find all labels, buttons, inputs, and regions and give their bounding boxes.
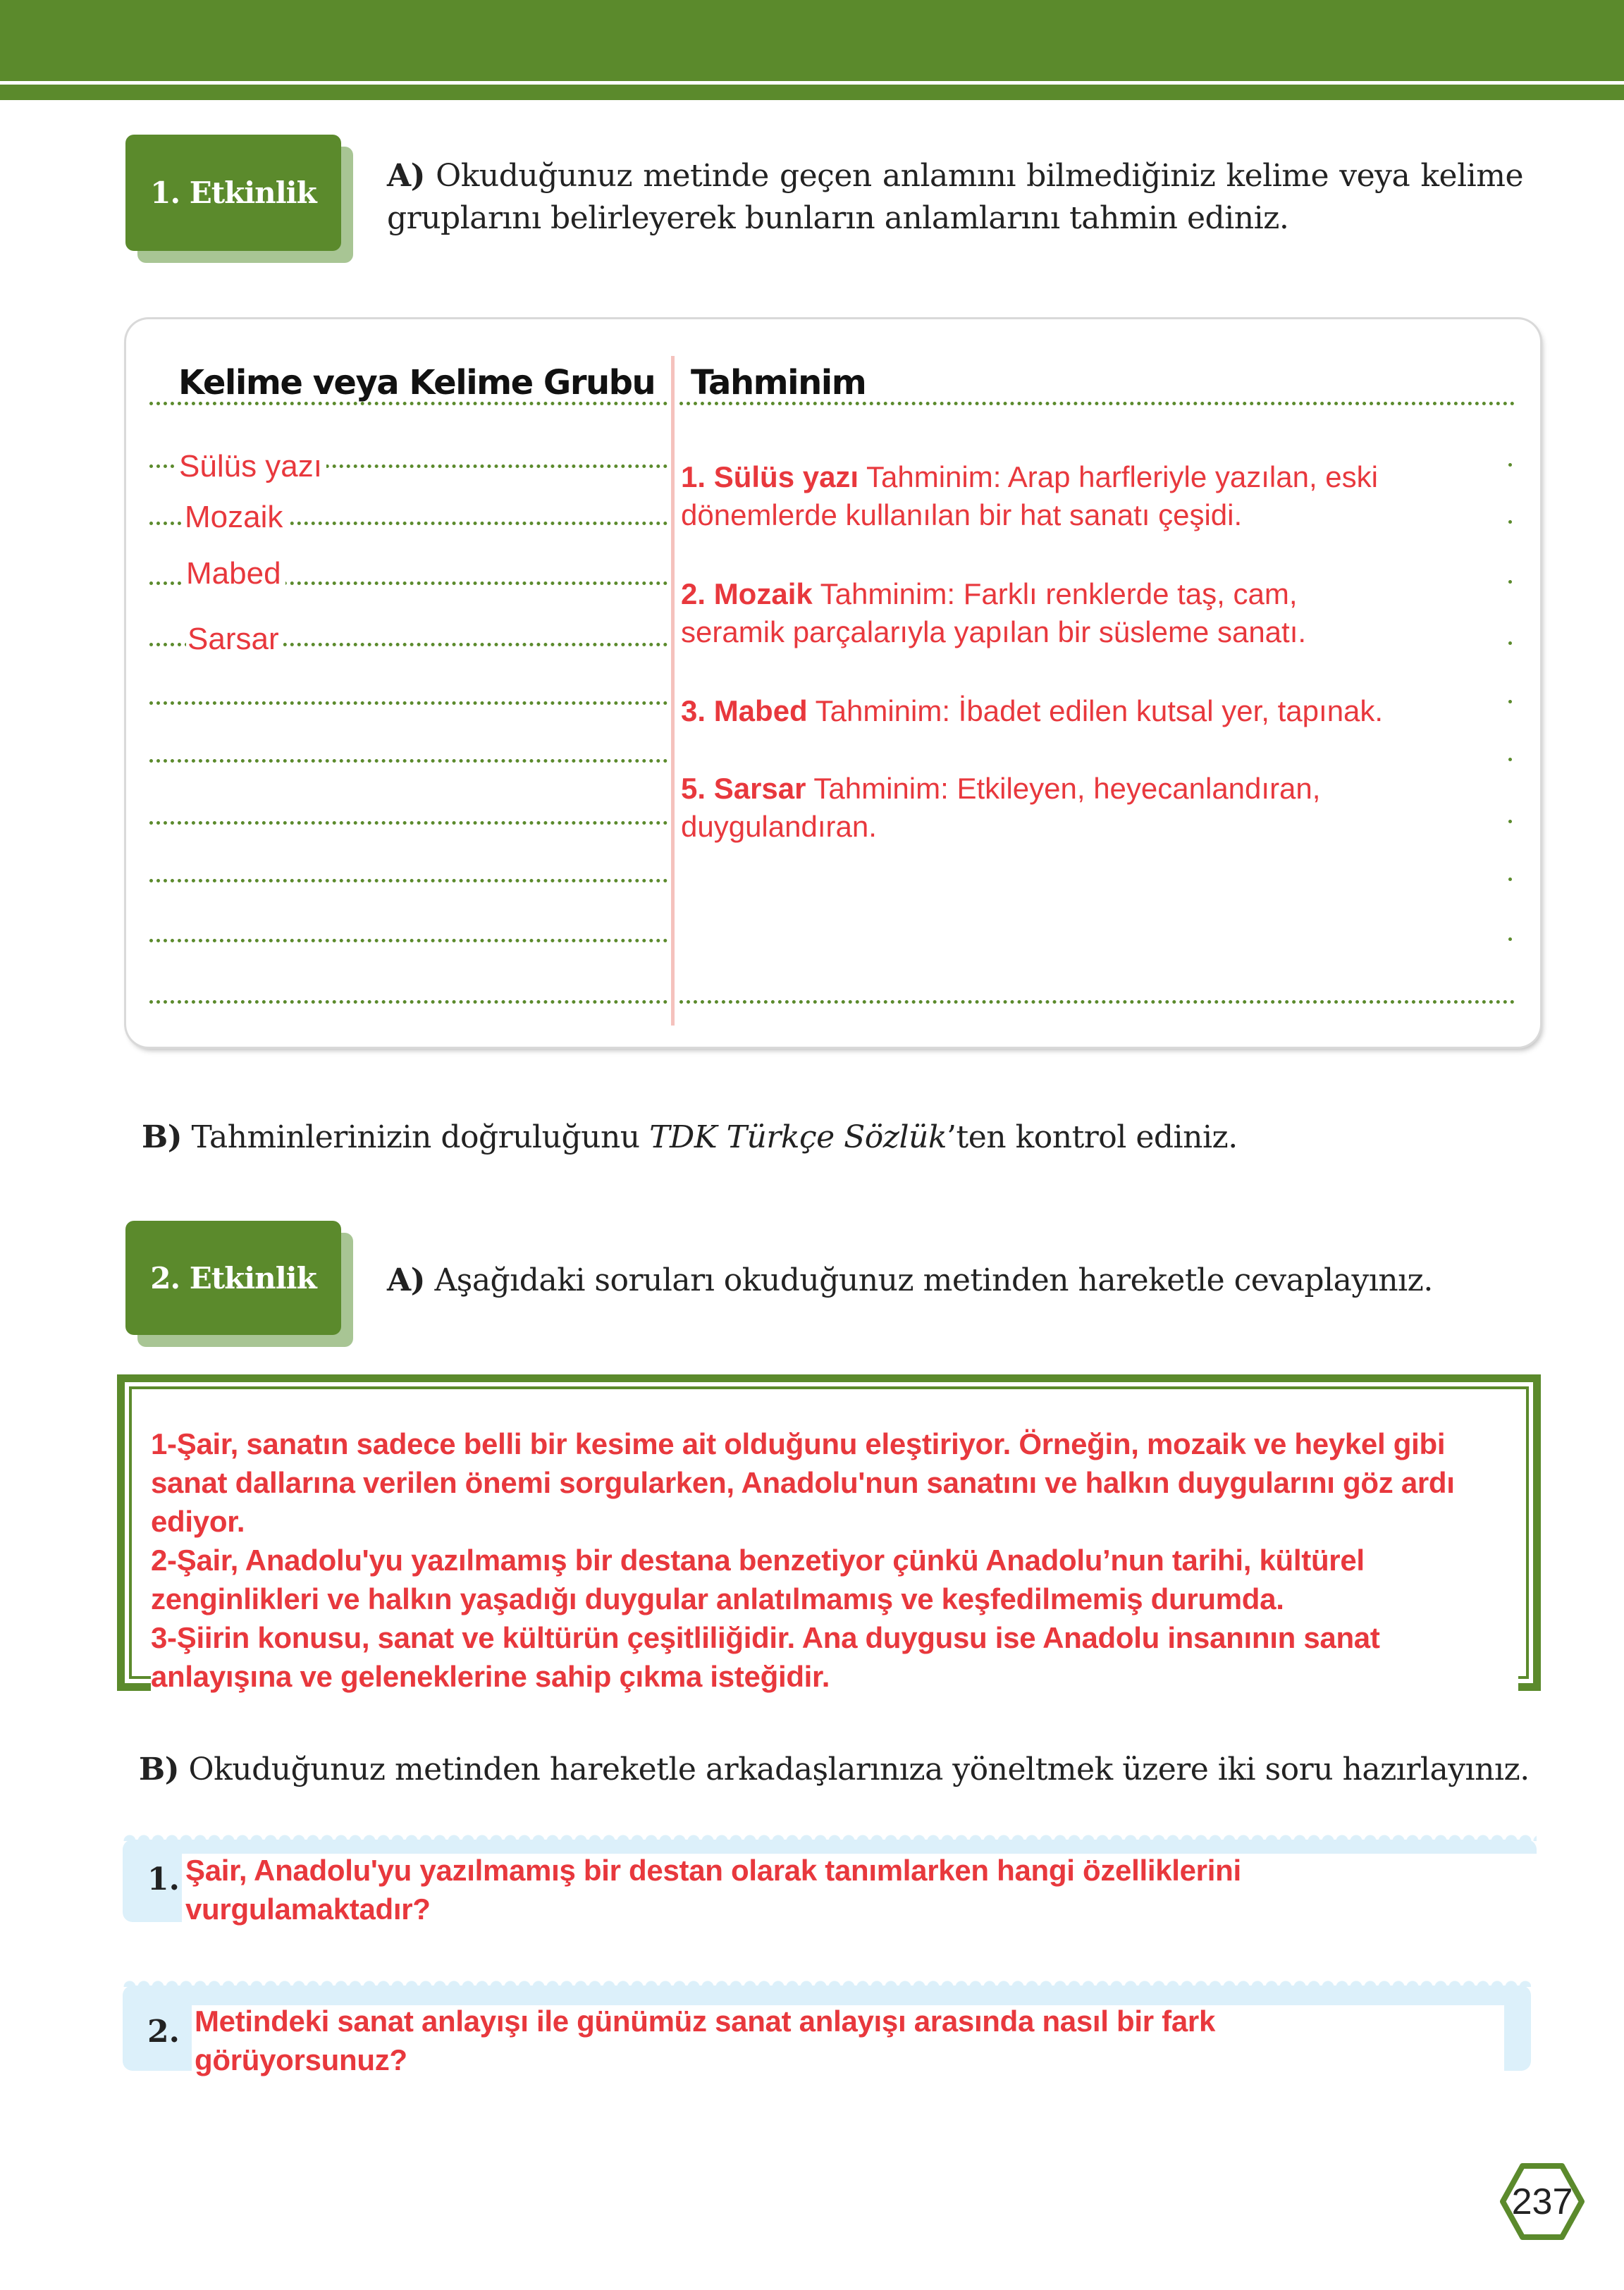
dictionary-title: TDK Türkçe Sözlük: [649, 1119, 947, 1155]
question2-number: 2.: [147, 2014, 180, 2050]
activity2-part-b: [139, 1749, 1530, 1791]
word-entry: Mabed: [185, 555, 285, 592]
word-entry: Sarsar: [186, 621, 283, 658]
word-entry: Sülüs yazı: [178, 448, 326, 485]
header-band: [0, 0, 1624, 81]
activity1-part-a: [387, 155, 1523, 240]
page-number: 237: [1511, 2181, 1573, 2222]
header-dotline-right: [679, 402, 1515, 405]
page-number-badge: [1499, 2162, 1586, 2241]
row-dotline: [149, 759, 668, 763]
row-dot: [1508, 820, 1512, 823]
answer-text: [151, 1424, 1518, 1696]
guess-term: 5. Sarsar: [681, 772, 806, 805]
col-header-guess: Tahminim: [691, 363, 866, 402]
word-entry: Mozaik: [183, 499, 287, 536]
guess-table: [126, 319, 1540, 1047]
guess-entry: [681, 458, 1484, 534]
question2-text: Metindeki sanat anlayışı ile günümüz sanat anlayışı arasında nasıl bir fark görüyorsunuz?: [195, 2005, 1216, 2076]
row-dotline: [149, 1000, 668, 1004]
row-dot: [1508, 580, 1512, 584]
guess-term: 2. Mozaik: [681, 577, 813, 610]
col-header-word: Kelime veya Kelime Grubu: [178, 363, 656, 402]
activity2-part-b-text: Okuduğunuz metinden hareketle arkadaşlarınıza yöneltmek üzere iki soru hazırlayınız.: [188, 1752, 1530, 1787]
activity2-badge-label: 2. Etkinlik: [150, 1260, 316, 1295]
activity2-part-a-label: A): [387, 1262, 425, 1298]
row-dot: [1508, 520, 1512, 524]
guess-text: Tahminim: Etkileyen, heyecanlandıran, duygulandıran.: [681, 772, 1321, 843]
row-dotline: [149, 701, 668, 705]
activity2-part-a: [387, 1260, 1433, 1302]
guess-entry: [681, 692, 1499, 730]
column-divider: [671, 356, 675, 1026]
activity1-part-a-text: Okuduğunuz metinde geçen anlamını bilmediğiniz kelime veya kelime gruplarını belirleyerek bunların anlamlarını tahmin ediniz.: [387, 158, 1523, 236]
row-dot: [1508, 937, 1512, 941]
header-stripe: [0, 85, 1624, 100]
row-dotline-right-bottom: [679, 1000, 1515, 1004]
row-dotline: [149, 879, 668, 882]
row-dotline: [149, 939, 668, 942]
guess-entry: [681, 575, 1400, 651]
activity1-part-b-text: Tahminlerinizin doğruluğunu: [191, 1119, 650, 1155]
row-dot: [1508, 463, 1512, 467]
activity2-part-a-text: Aşağıdaki soruları okuduğunuz metinden hareketle cevaplayınız.: [434, 1262, 1433, 1298]
activity1-part-b-text-end: ’ten kontrol ediniz.: [947, 1119, 1238, 1155]
activity1-badge-label: 1. Etkinlik: [150, 176, 316, 210]
activity1-part-b: [142, 1116, 1238, 1159]
guess-term: 1. Sülüs yazı: [681, 460, 859, 493]
activity2-badge: [125, 1221, 341, 1335]
question1-text: Şair, Anadolu'yu yazılmamış bir destan olarak tanımlarken hangi özelliklerini vurgulamaktadır?: [185, 1854, 1241, 1926]
activity2-part-b-label: B): [139, 1752, 180, 1787]
row-dot: [1508, 700, 1512, 703]
answer-2: 2-Şair, Anadolu'yu yazılmamış bir destana benzetiyor çünkü Anadolu’nun tarihi, kültürel zenginlikleri ve halkın yaşadığı duygular anlatılmamış ve keşfedilmemiş durumda.: [151, 1544, 1365, 1615]
guess-text: Tahminim: Farklı renklerde taş, cam, seramik parçalarıyla yapılan bir süsleme sanatı.: [681, 577, 1307, 648]
guess-entry: [681, 770, 1428, 846]
row-dotline: [149, 821, 668, 825]
answer-1: 1-Şair, sanatın sadece belli bir kesime ait olduğunu eleştiriyor. Örneğin, mozaik ve heykel gibi sanat dallarına verilen önemi sorgularken, Anadolu'nun sanatını ve halkın duygularını göz ardı ediyor.: [151, 1427, 1455, 1538]
guess-text: Tahminim: İbadet edilen kutsal yer, tapınak.: [807, 694, 1384, 727]
activity1-part-a-label: A): [387, 158, 425, 194]
activity1-part-b-label: B): [142, 1119, 183, 1155]
row-dot: [1508, 758, 1512, 761]
header-dotline-left: [149, 402, 668, 405]
answer-3: 3-Şiirin konusu, sanat ve kültürün çeşitliliğidir. Ana duygusu ise Anadolu insanının sanat anlayışına ve geleneklerine sahip çıkma isteğidir.: [151, 1621, 1380, 1693]
guess-term: 3. Mabed: [681, 694, 808, 727]
question1-number: 1.: [147, 1861, 180, 1897]
guess-text: Tahminim: Arap harfleriyle yazılan, eski dönemlerde kullanılan bir hat sanatı çeşidi.: [681, 460, 1378, 531]
row-dot: [1508, 641, 1512, 645]
row-dot: [1508, 878, 1512, 881]
activity1-badge: [125, 135, 341, 251]
